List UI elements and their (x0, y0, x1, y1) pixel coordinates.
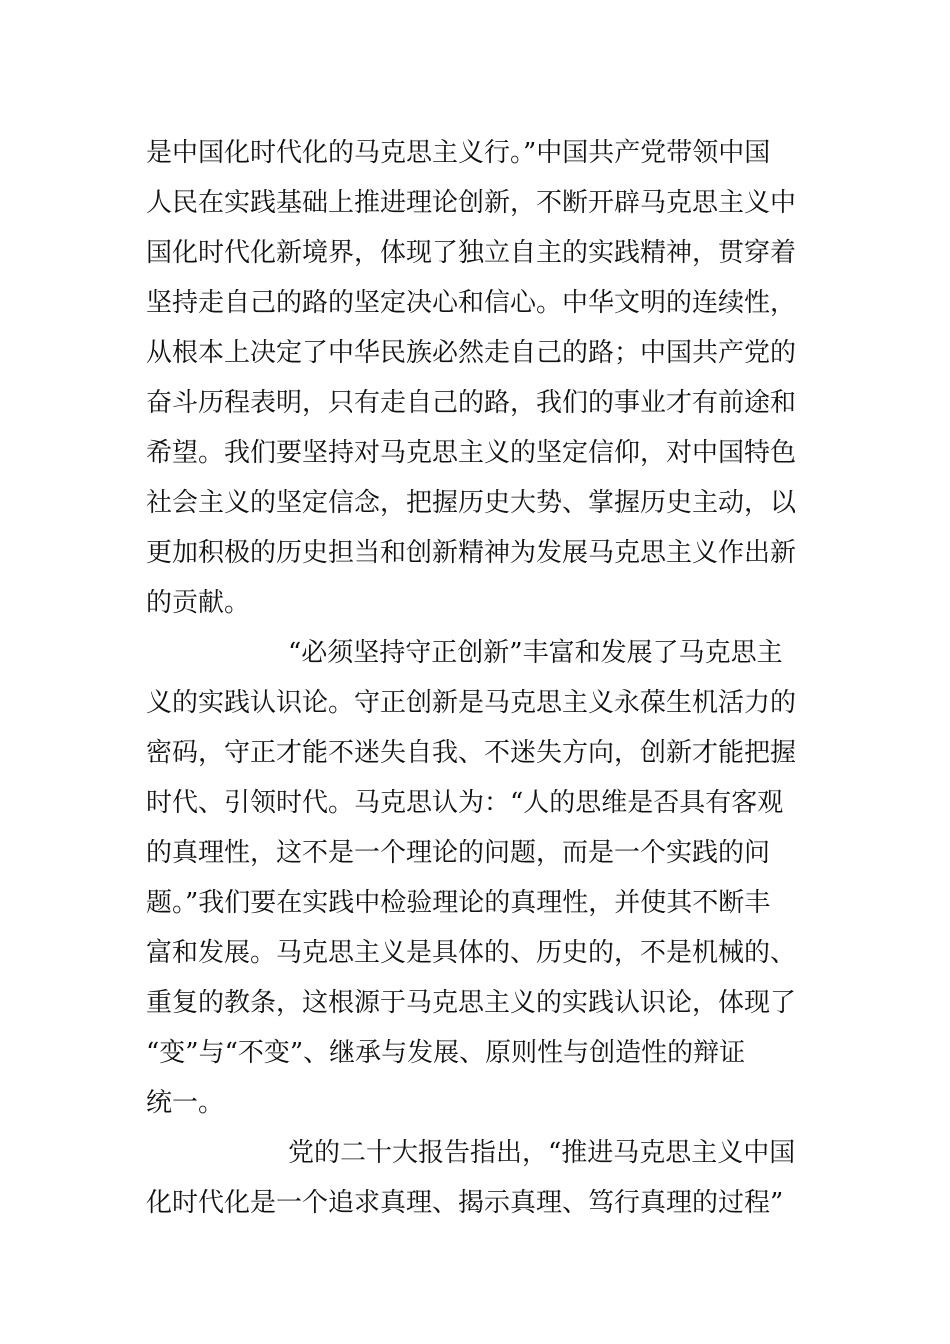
paragraph-start-line: “必须坚持守正创新”丰富和发展了马克思主 (288, 638, 783, 668)
text-line: 从根本上决定了中华民族必然走自己的路；中国共产党的 (146, 338, 797, 368)
text-line: 题。”我们要在实践中检验理论的真理性，并使其不断丰 (146, 888, 771, 918)
text-line: 坚持走自己的路的坚定决心和信心。中华文明的连续性， (146, 288, 797, 318)
text-line: 富和发展。马克思主义是具体的、历史的，不是机械的、 (146, 938, 797, 968)
text-line: 统一。 (146, 1088, 225, 1118)
text-line: 时代、引领时代。马克思认为：“人的思维是否具有客观 (146, 788, 784, 818)
text-line: 国化时代化新境界，体现了独立自主的实践精神，贯穿着 (146, 238, 797, 268)
text-line: 更加积极的历史担当和创新精神为发展马克思主义作出新 (146, 538, 797, 568)
paragraph-start-line: 党的二十大报告指出，“推进马克思主义中国 (288, 1138, 796, 1168)
text-line: 化时代化是一个追求真理、揭示真理、笃行真理的过程” (146, 1188, 784, 1218)
text-line: 人民在实践基础上推进理论创新，不断开辟马克思主义中 (146, 188, 797, 218)
text-line: 的真理性，这不是一个理论的问题，而是一个实践的问 (146, 838, 771, 868)
text-line: 希望。我们要坚持对马克思主义的坚定信仰，对中国特色 (146, 438, 797, 468)
text-line: 密码，守正才能不迷失自我、不迷失方向，创新才能把握 (146, 738, 797, 768)
text-line: “变”与“不变”、继承与发展、原则性与创造性的辩证 (146, 1038, 746, 1068)
text-line: 是中国化时代化的马克思主义行。”中国共产党带领中国 (146, 138, 771, 168)
body-text (146, 128, 806, 1228)
text-line: 奋斗历程表明，只有走自己的路，我们的事业才有前途和 (146, 388, 797, 418)
text-line: 社会主义的坚定信念，把握历史大势、掌握历史主动，以 (146, 488, 797, 518)
text-line: 义的实践认识论。守正创新是马克思主义永葆生机活力的 (146, 688, 797, 718)
text-line: 的贡献。 (146, 588, 251, 618)
text-line: 重复的教条，这根源于马克思主义的实践认识论，体现了 (146, 988, 797, 1018)
